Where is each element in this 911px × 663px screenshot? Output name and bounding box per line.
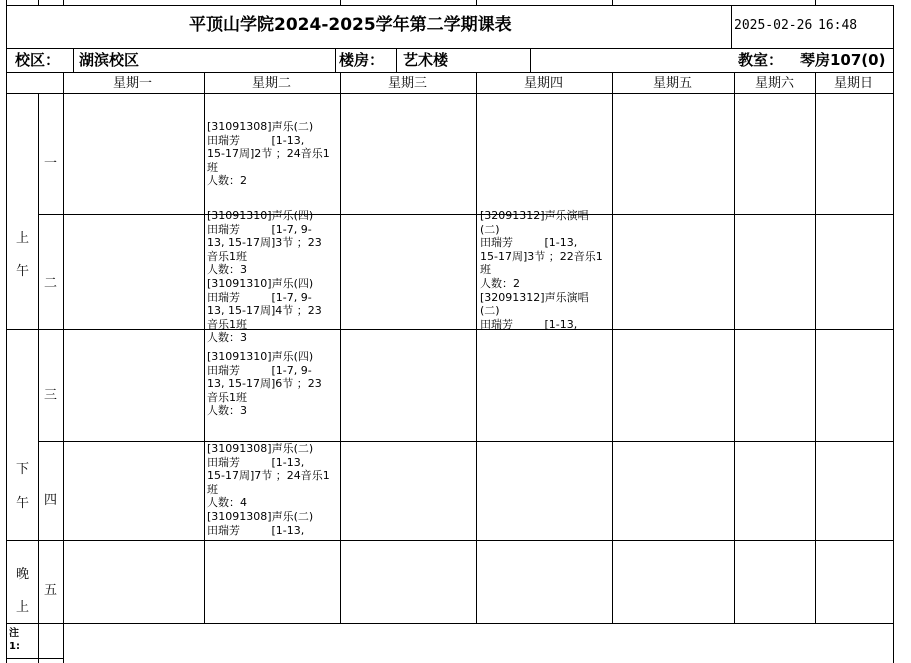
period-5: 五: [44, 583, 58, 598]
course-code: [31091308]声乐(二): [207, 442, 314, 455]
course-count: 人数：4: [207, 496, 247, 510]
campus-label: 校区：: [15, 51, 61, 69]
course-teacher-weeks: 田瑞芳 [1-13,: [207, 523, 305, 537]
print-time: 16:48: [818, 18, 858, 33]
course-code: [31091310]声乐(四): [207, 350, 314, 363]
course-code: [31091310]声乐(四): [207, 276, 314, 290]
course-session: 13, 15-17周]3节 ；23: [207, 236, 322, 250]
building-value: 艺术楼: [403, 51, 449, 69]
course-count: 人数：2: [207, 174, 247, 188]
cell-tue-period-4: [207, 442, 337, 539]
course-teacher-weeks: (二): [480, 222, 500, 236]
day-header-sat: 星期六: [755, 76, 795, 91]
course-teacher-weeks: 田瑞芳 [1-13,: [207, 455, 305, 469]
course-class: 音乐1班: [207, 249, 247, 263]
course-class: 班: [207, 482, 218, 496]
day-header-tue: 星期二: [252, 76, 292, 91]
course-entry: [207, 277, 337, 345]
cell-tue-period-2: [207, 209, 337, 345]
building-label: 楼房：: [339, 51, 385, 69]
note-label-2: 1:: [9, 641, 20, 652]
day-header-thu: 星期四: [524, 76, 564, 91]
day-header-wed: 星期三: [388, 76, 428, 91]
course-session: 13, 15-17周]4节 ；23: [207, 304, 322, 318]
period-2: 二: [44, 276, 58, 291]
course-entry: [207, 442, 337, 510]
note-label-1: 注: [9, 628, 19, 639]
period-4: 四: [44, 493, 58, 508]
course-code: [31091308]声乐(二): [207, 120, 314, 133]
course-code: [31091308]声乐(二): [207, 509, 314, 523]
day-header-fri: 星期五: [653, 76, 693, 91]
course-entry: [207, 350, 337, 418]
course-class: 班: [207, 160, 218, 174]
section-evening-2: 上: [16, 600, 30, 615]
course-count: 人数：3: [207, 263, 247, 277]
course-code: [31091310]声乐(四): [207, 209, 314, 222]
course-teacher-weeks: 田瑞芳 [1-7, 9-: [207, 222, 312, 236]
course-code: 人数：2: [480, 276, 520, 290]
day-header-mon: 星期一: [113, 76, 153, 91]
course-entry: [207, 510, 337, 537]
campus-value: 湖滨校区: [79, 51, 140, 69]
print-date: 2025-02-26: [734, 18, 813, 33]
cell-tue-period-3: [207, 350, 337, 440]
cell-tue-period-1: [207, 120, 337, 212]
course-teacher-weeks: 田瑞芳 [1-7, 9-: [207, 290, 312, 304]
section-morning-2: 午: [16, 264, 30, 279]
course-entry: [207, 120, 337, 188]
course-class: 田瑞芳 [1-13,: [480, 317, 578, 331]
period-1: 一: [44, 156, 58, 171]
course-teacher-weeks: 田瑞芳 [1-13,: [207, 133, 305, 147]
section-evening-1: 晚: [16, 567, 30, 582]
room-value: 琴房107(0): [800, 51, 886, 69]
course-count: 人数：3: [207, 404, 247, 418]
course-teacher-weeks: [32091312]声乐演唱: [480, 290, 589, 304]
section-morning-1: 上: [16, 231, 30, 246]
course-class: 音乐1班: [207, 317, 247, 331]
section-afternoon-1: 下: [16, 462, 30, 477]
cell-thu-period-2: [480, 209, 610, 331]
page-title: 平顶山学院2024-2025学年第二学期课表: [189, 15, 512, 35]
course-code: [32091312]声乐演唱: [480, 209, 589, 222]
period-3: 三: [44, 388, 58, 403]
course-session: 13, 15-17周]6节 ；23: [207, 377, 322, 391]
course-class: 音乐1班: [207, 390, 247, 404]
course-count: 人数：3: [207, 331, 247, 345]
course-session: 15-17周]7节 ；24音乐1: [207, 469, 330, 483]
course-entry: [480, 209, 610, 277]
course-session: 15-17周]2节 ；24音乐1: [207, 147, 330, 161]
course-count: 班: [480, 263, 491, 277]
course-session: (二): [480, 304, 500, 318]
course-class: 15-17周]3节 ；22音乐1: [480, 249, 603, 263]
room-label: 教室：: [738, 51, 784, 69]
section-afternoon-2: 午: [16, 496, 30, 511]
course-teacher-weeks: 田瑞芳 [1-7, 9-: [207, 363, 312, 377]
day-header-sun: 星期日: [834, 76, 874, 91]
course-entry: [480, 277, 610, 331]
course-session: 田瑞芳 [1-13,: [480, 236, 578, 250]
course-entry: [207, 209, 337, 277]
